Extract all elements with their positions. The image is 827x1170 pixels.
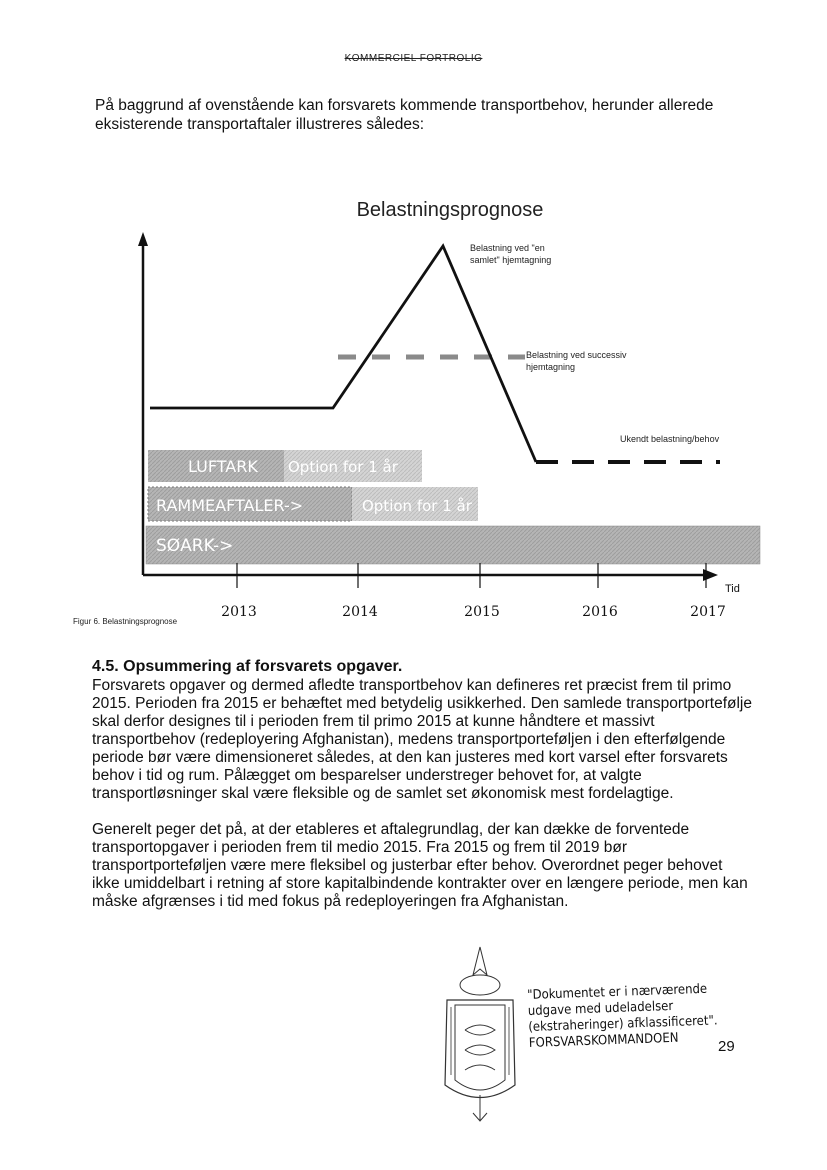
x-tick-label: 2015 xyxy=(464,604,500,620)
bar-luftark-option-label: Option for 1 år xyxy=(288,458,398,476)
annotation-unknown: Ukendt belastning/behov xyxy=(620,434,720,444)
x-ticks xyxy=(221,563,726,620)
peak-load-line xyxy=(150,246,536,462)
classification-header xyxy=(0,53,827,64)
y-axis-arrow xyxy=(138,232,148,246)
declassification-stamp xyxy=(527,981,718,1052)
stamp-line-2: udgave med udeladelser xyxy=(527,998,674,1019)
chart-title: Belastningsprognose xyxy=(356,199,544,221)
section-paragraph-1: Forsvarets opgaver og dermed afledte transportbehov kan defineres ret præcist frem til primo 2015. Perioden fra 2015 er behæftet med betydelig usikkerhed. Den samlede transportportefølje skal derfor designes til i perioden frem til primo 2015 at kunne håndtere et massivt transportbehov (redeployering Afghanistan), medens transportporteføljen i den efterfølgende periode bør være dimensioneret således, at den kan justeres med kort varsel efter forsvarets behov i tid og rum. Pålægget om besparelser understreger behovet for, at valgte transportløsninger skal være fleksible og de samlet set økonomisk mest fordelagtige. xyxy=(92,677,752,802)
chart-svg xyxy=(60,180,780,640)
section-paragraph-2: Generelt peger det på, at der etableres et aftalegrundlag, der kan dække de forventede transportopgaver i perioden frem til medio 2015. Fra 2015 og frem til 2019 bør transportporteføljen være mere fleksibel og justerbar efter behov. Overordnet peger behovet ikke umiddelbart i retning af store kapitalbindende kontrakter over en længere periode, men kan måske afgrænses i tid med fokus på redeployeringen fra Afghanistan. xyxy=(92,821,748,910)
load-forecast-chart xyxy=(60,180,780,640)
bar-rammeaftaler-option-label: Option for 1 år xyxy=(362,497,472,515)
intro-paragraph: På baggrund af ovenstående kan forsvarets kommende transportbehov, herunder allerede eksisterende transportaftaler illustreres således: xyxy=(95,97,714,133)
page-number: 29 xyxy=(718,1038,735,1055)
bar-soark-label: SØARK-> xyxy=(156,536,234,556)
x-tick-label: 2017 xyxy=(690,604,726,620)
stamp-line-3: (ekstraheringer) afklassificeret". xyxy=(528,1013,718,1035)
annotation-successive: Belastning ved successiv hjemtagning xyxy=(526,350,627,372)
bar-rammeaftaler-label: RAMMEAFTALER-> xyxy=(156,496,304,515)
figure-caption: Figur 6. Belastningsprognose xyxy=(73,617,178,626)
x-tick-label: 2016 xyxy=(582,604,618,620)
section-summary xyxy=(92,658,752,911)
classification-label: KOMMERCIEL FORTROLIG xyxy=(344,53,483,64)
x-axis-arrow xyxy=(703,569,718,581)
x-axis-label: Tid xyxy=(725,583,740,595)
bar-soark xyxy=(146,526,760,564)
seal-icon xyxy=(435,945,525,1125)
stamp-line-4: FORSVARSKOMMANDOEN xyxy=(528,1030,679,1051)
x-tick-label: 2013 xyxy=(221,604,257,620)
stamp-line-1: "Dokumentet er i nærværende xyxy=(527,981,708,1003)
section-heading: 4.5. Opsummering af forsvarets opgaver. xyxy=(92,658,403,675)
bar-luftark-label: LUFTARK xyxy=(188,457,258,476)
coat-of-arms-seal xyxy=(435,945,525,1125)
annotation-peak: Belastning ved "en samlet" hjemtagning xyxy=(470,243,552,265)
x-tick-label: 2014 xyxy=(342,604,378,620)
